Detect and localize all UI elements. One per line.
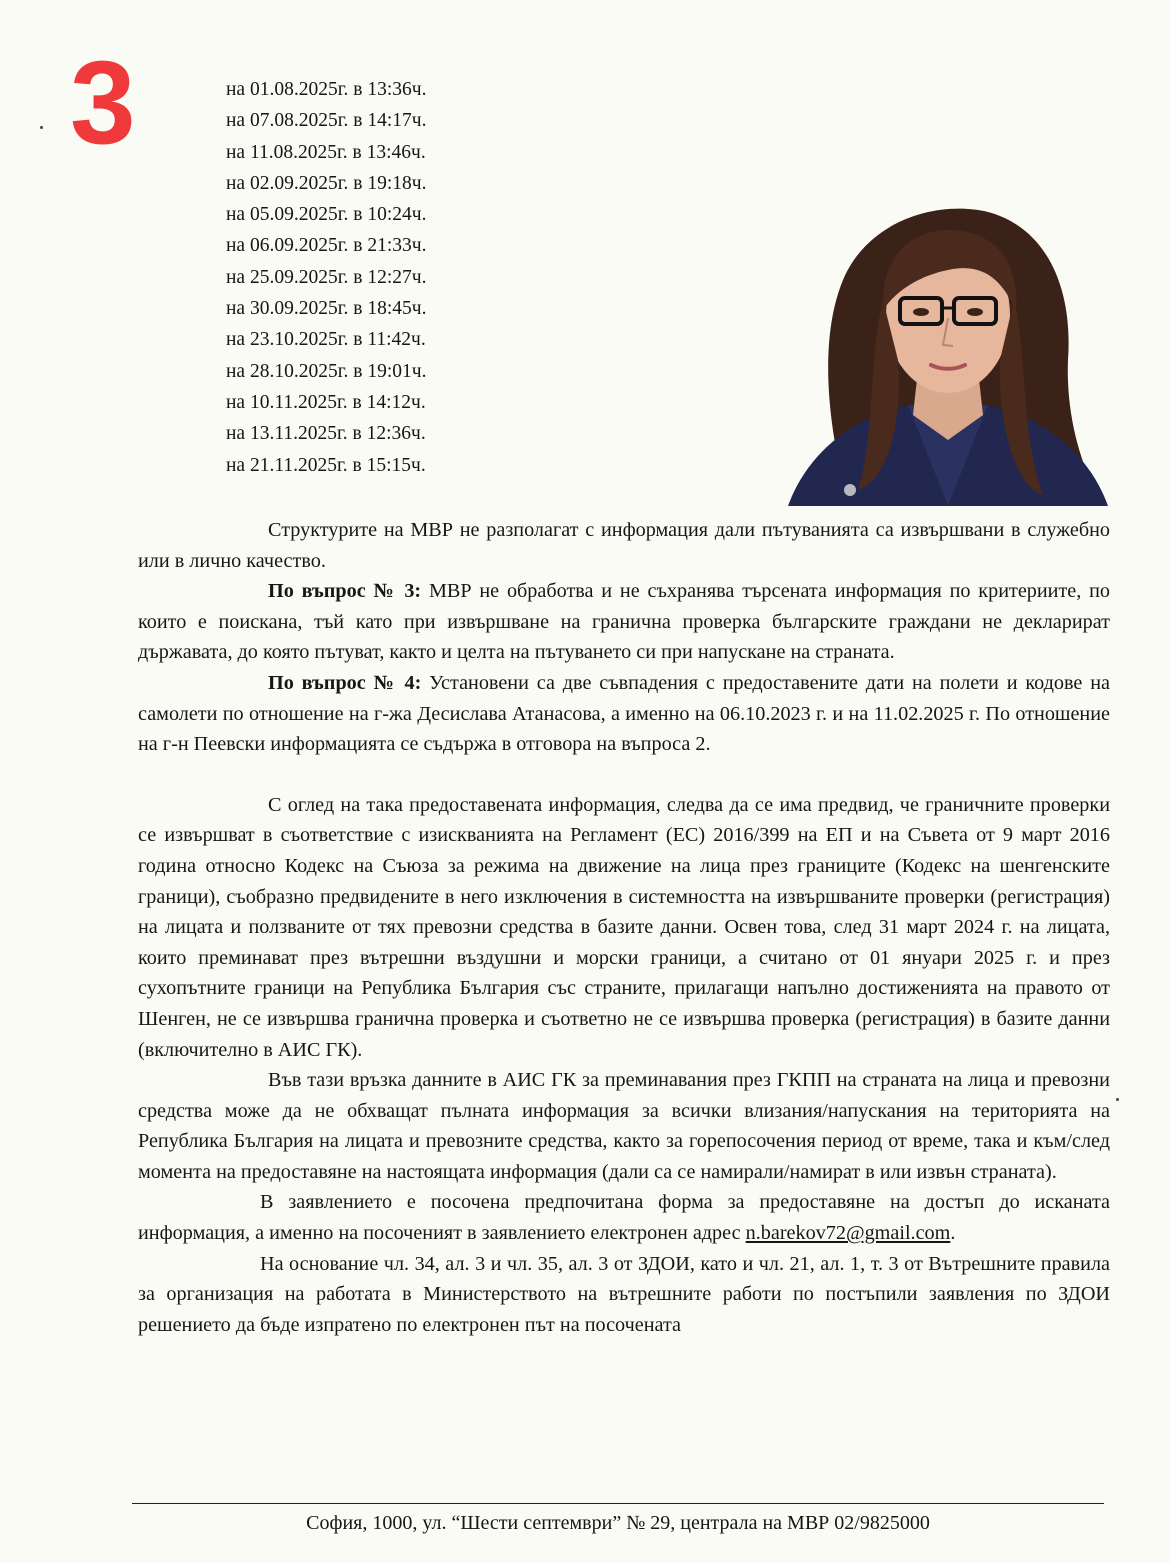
portrait-photo	[788, 200, 1108, 506]
date-list-item: на 07.08.2025г. в 14:17ч.	[226, 110, 427, 132]
footer-address: София, 1000, ул. “Шести септември” № 29, централа на МВР 02/9825000	[306, 1512, 930, 1534]
letter-body	[138, 515, 1110, 1340]
date-list-item: на 21.11.2025г. в 15:15ч.	[226, 454, 426, 476]
preferred-form-end: .	[950, 1222, 956, 1245]
date-list-item: на 30.09.2025г. в 18:45ч.	[226, 298, 427, 320]
page-marker-number: 3	[70, 37, 136, 169]
date-list-item: на 25.09.2025г. в 12:27ч.	[226, 266, 427, 288]
paragraph-question-4	[138, 668, 1110, 760]
date-list-item: на 23.10.2025г. в 11:42ч.	[226, 329, 426, 351]
footer-divider	[132, 1503, 1104, 1504]
question-3-label: По въпрос № 3:	[268, 580, 422, 603]
email-address-link[interactable]: n.barekov72@gmail.com	[745, 1222, 951, 1245]
question-4-label: По въпрос № 4:	[268, 671, 422, 694]
date-list-item: на 11.08.2025г. в 13:46ч.	[226, 141, 426, 163]
paragraph-question-3	[138, 576, 1110, 668]
date-list-item: на 06.09.2025г. в 21:33ч.	[226, 235, 427, 257]
question-4-answer: Установени са две съвпадения с предоставените дати на полети и кодове на самолети по отношение на г-жа Десислава Атанасова, а именно на 06.10.2023 г. и на 11.02.2025 г. По отношение на г-н Пеевски информацията се съдържа в отговора на въпроса 2.	[138, 671, 1110, 756]
date-list-item: на 13.11.2025г. в 12:36ч.	[226, 423, 426, 445]
paragraph-ais-gk-data: Във тази връзка данните в АИС ГК за преминавания през ГКПП на страната на лица и превозни средства може да не обхващат пълната информация за всички влизания/напускания на територията на Република България на лицата и превозните средства, както за горепосочения период от време, така и към/след момента на предоставяне на настоящата информация (дали са се намирали/намират в или извън страната).	[138, 1069, 1110, 1183]
date-list	[226, 74, 426, 481]
question-3-answer: МВР не обработва и не съхранява търсената информация по критериите, по които е поискана, тъй като при извършване на гранична проверка българските граждани не декларират държавата, до която пътуват, както и целта на пътуването си при напускане на страната.	[138, 580, 1111, 664]
paragraph-preferred-form	[138, 1187, 1110, 1248]
paragraph-border-checks: С оглед на така предоставената информация, следва да се има предвид, че граничните проверки се извършват в съответствие с изискванията на Регламент (ЕС) 2016/399 на ЕП и на Съвета от 9 март 2016 година относно Кодекс на Съюза за режима на движение на лица през границите (Кодекс на шенгенските граници), съобразно предвидените в него изключения в системността на извършваните проверки (регистрация) на лицата и ползваните от тях превозни средства в базите данни. Освен това, след 31 март 2024 г. на лицата, които преминават през вътрешни въздушни и морски граници, а считано от 01 януари 2025 г. и през сухопътните граници на Република България със страните, прилагащи напълно достиженията на правото от Шенген, не се извършва гранична проверка и съответно не се извършва проверка (регистрация) в базите данни (включително в АИС ГК).	[138, 793, 1110, 1061]
paragraph-mvr-structures: Структурите на МВР не разполагат с информация дали пътуванията са извършвани в служебно или в лично качество.	[138, 519, 1110, 572]
date-list-item: на 05.09.2025г. в 10:24ч.	[226, 204, 427, 226]
preferred-form-text: В заявлението е посочена предпочитана форма за предоставяне на достъп до исканата информация, а именно на посоченият в заявлението електронен адрес	[138, 1191, 1110, 1245]
paragraph-legal-basis: На основание чл. 34, ал. 3 и чл. 35, ал. 3 от ЗДОИ, като и чл. 21, ал. 1, т. 3 от Вътрешните правила за организация на работата в Министерството на вътрешните работи по постъпили заявления по ЗДОИ решението да бъде изпратено по електронен път на посочената	[138, 1252, 1110, 1336]
date-list-item: на 10.11.2025г. в 14:12ч.	[226, 391, 426, 413]
date-list-item: на 28.10.2025г. в 19:01ч.	[226, 360, 427, 382]
scan-speck	[1116, 1098, 1119, 1101]
scan-speck	[40, 126, 43, 129]
date-list-item: на 02.09.2025г. в 19:18ч.	[226, 172, 427, 194]
date-list-item: на 01.08.2025г. в 13:36ч.	[226, 79, 427, 100]
paragraph-spacer	[138, 760, 1110, 790]
